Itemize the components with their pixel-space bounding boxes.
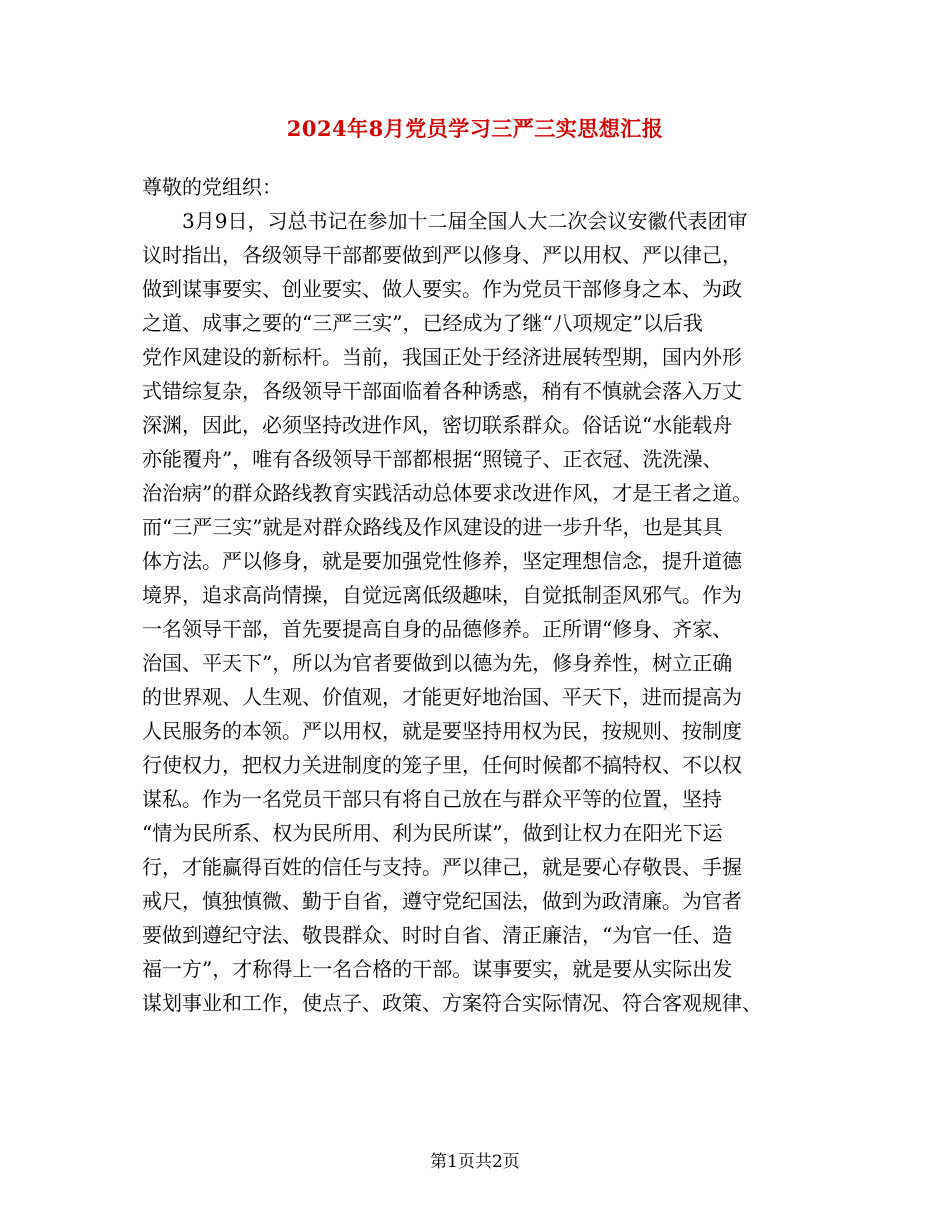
text-line: 境界，追求高尚情操，自觉远离低级趣味，自觉抵制歪风邪气。作为 <box>142 583 742 607</box>
text-line: 行使权力，把权力关进制度的笼子里，任何时候都不搞特权、不以权 <box>142 753 742 777</box>
page-number: 第1页共2页 <box>430 1152 520 1172</box>
text-line: 做到谋事要实、创业要实、做人要实。作为党员干部修身之本、为政 <box>142 277 742 301</box>
text-line: “情为民所系、权为民所用、利为民所谋”，做到让权力在阳光下运 <box>142 821 723 845</box>
text-line: 戒尺，慎独慎微、勤于自省，遵守党纪国法，做到为政清廉。为官者 <box>142 889 742 913</box>
text-line: 之道、成事之要的“三严三实”，已经成为了继“八项规定”以后我 <box>142 311 703 335</box>
text-line: 谋私。作为一名党员干部只有将自己放在与群众平等的位置，坚持 <box>142 787 722 811</box>
text-line: 行，才能赢得百姓的信任与支持。严以律己，就是要心存敬畏、手握 <box>142 855 742 879</box>
page-title: 2024年8月党员学习三严三实思想汇报 <box>286 116 664 141</box>
text-line: 一名领导干部，首先要提高自身的品德修养。正所谓“修身、齐家、 <box>142 617 733 641</box>
text-line: 党作风建设的新标杆。当前，我国正处于经济进展转型期，国内外形 <box>142 345 742 369</box>
text-line: 谋划事业和工作，使点子、政策、方案符合实际情况、符合客观规律、 <box>142 991 762 1015</box>
text-line: 人民服务的本领。严以用权，就是要坚持用权为民，按规则、按制度 <box>142 719 742 743</box>
text-line: 治国、平天下”，所以为官者要做到以德为先，修身养性，树立正确 <box>142 651 733 675</box>
text-line: 深渊，因此，必须坚持改进作风，密切联系群众。俗话说“水能载舟 <box>142 413 733 437</box>
text-line: 治治病”的群众路线教育实践活动总体要求改进作风，才是王者之道。 <box>142 481 753 505</box>
text-line: 福一方”，才称得上一名合格的干部。谋事要实，就是要从实际出发 <box>142 957 733 981</box>
salutation: 尊敬的党组织： <box>142 175 282 199</box>
text-line: 议时指出，各级领导干部都要做到严以修身、严以用权、严以律己， <box>142 243 742 267</box>
text-line: 亦能覆舟”，唯有各级领导干部都根据“照镜子、正衣冠、洗洗澡、 <box>142 447 723 471</box>
text-line: 而“三严三实”就是对群众路线及作风建设的进一步升华，也是其具 <box>142 515 723 539</box>
text-line: 要做到遵纪守法、敬畏群众、时时自省、清正廉洁，“为官一任、造 <box>142 923 733 947</box>
text-line: 式错综复杂，各级领导干部面临着各种诱惑，稍有不慎就会落入万丈 <box>142 379 742 403</box>
text-line: 的世界观、人生观、价值观，才能更好地治国、平天下，进而提高为 <box>142 685 742 709</box>
text-line: 体方法。严以修身，就是要加强党性修养，坚定理想信念，提升道德 <box>142 549 742 573</box>
text-line: 3月9日，习总书记在参加十二届全国人大二次会议安徽代表团审 <box>182 209 748 233</box>
body-paragraph <box>142 204 832 1020</box>
